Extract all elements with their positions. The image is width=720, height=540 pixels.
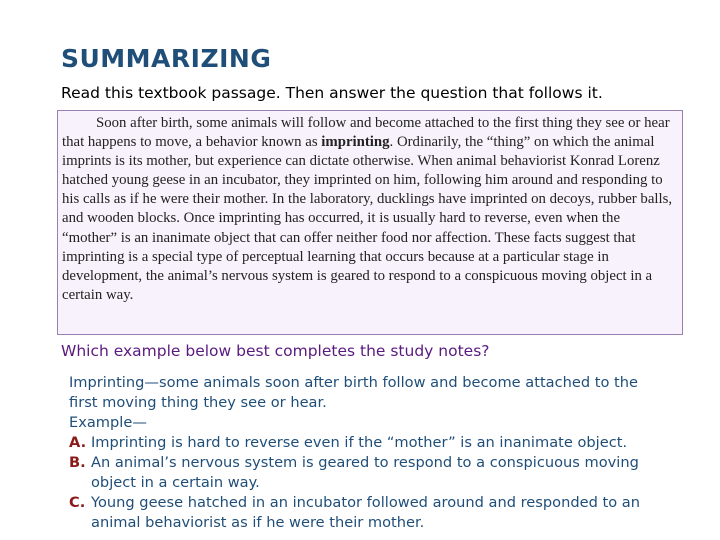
notes-example-label: Example— xyxy=(69,414,147,431)
passage-box xyxy=(57,110,683,335)
answer-option-b[interactable] xyxy=(69,453,669,493)
option-letter: A. xyxy=(69,434,87,451)
notes-definition: Imprinting—some animals soon after birth follow and become attached to the first moving thing they see or hear. xyxy=(69,374,639,411)
option-letter: B. xyxy=(69,454,86,471)
page-title: SUMMARIZING xyxy=(61,44,272,73)
passage-key-term: imprinting xyxy=(321,134,390,151)
answer-option-a[interactable] xyxy=(69,433,669,453)
instruction-text: Read this textbook passage. Then answer the question that follows it. xyxy=(61,84,603,102)
passage-text-rest: . Ordinarily, the “thing” on which the animal imprints is its mother, but experience can dictate otherwise. When animal behaviorist Konrad Lorenz hatched young geese in an incubator, they imprinted on him, following him around and responding to his calls as if he were their mother. In the laboratory, ducklings have imprinted on decoys, rubber balls, and wooden blocks. Once imprinting has occurred, it is usually hard to reverse, even when the “mother” is an inanimate object that can offer neither food nor affection. These facts suggest that imprinting is a special type of perceptual learning that occurs because at a particular stage in development, the animal’s nervous system is geared to respond to a conspicuous moving object in a certain way. xyxy=(62,134,673,303)
passage-text xyxy=(62,114,678,305)
question-text: Which example below best completes the study notes? xyxy=(61,342,490,360)
option-text: Imprinting is hard to reverse even if the “mother” is an inanimate object. xyxy=(91,434,628,451)
study-notes xyxy=(69,373,669,533)
passage-text-start: Soon after birth, some animals will follow and become attached to the first thing they see or hear that happens to move, a behavior known as xyxy=(62,115,670,151)
option-text: An animal’s nervous system is geared to respond to a conspicuous moving object in a certain way. xyxy=(91,454,639,491)
option-letter: C. xyxy=(69,494,86,511)
option-text: Young geese hatched in an incubator followed around and responded to an animal behaviorist as if he were their mother. xyxy=(91,494,640,531)
answer-option-c[interactable] xyxy=(69,493,669,533)
